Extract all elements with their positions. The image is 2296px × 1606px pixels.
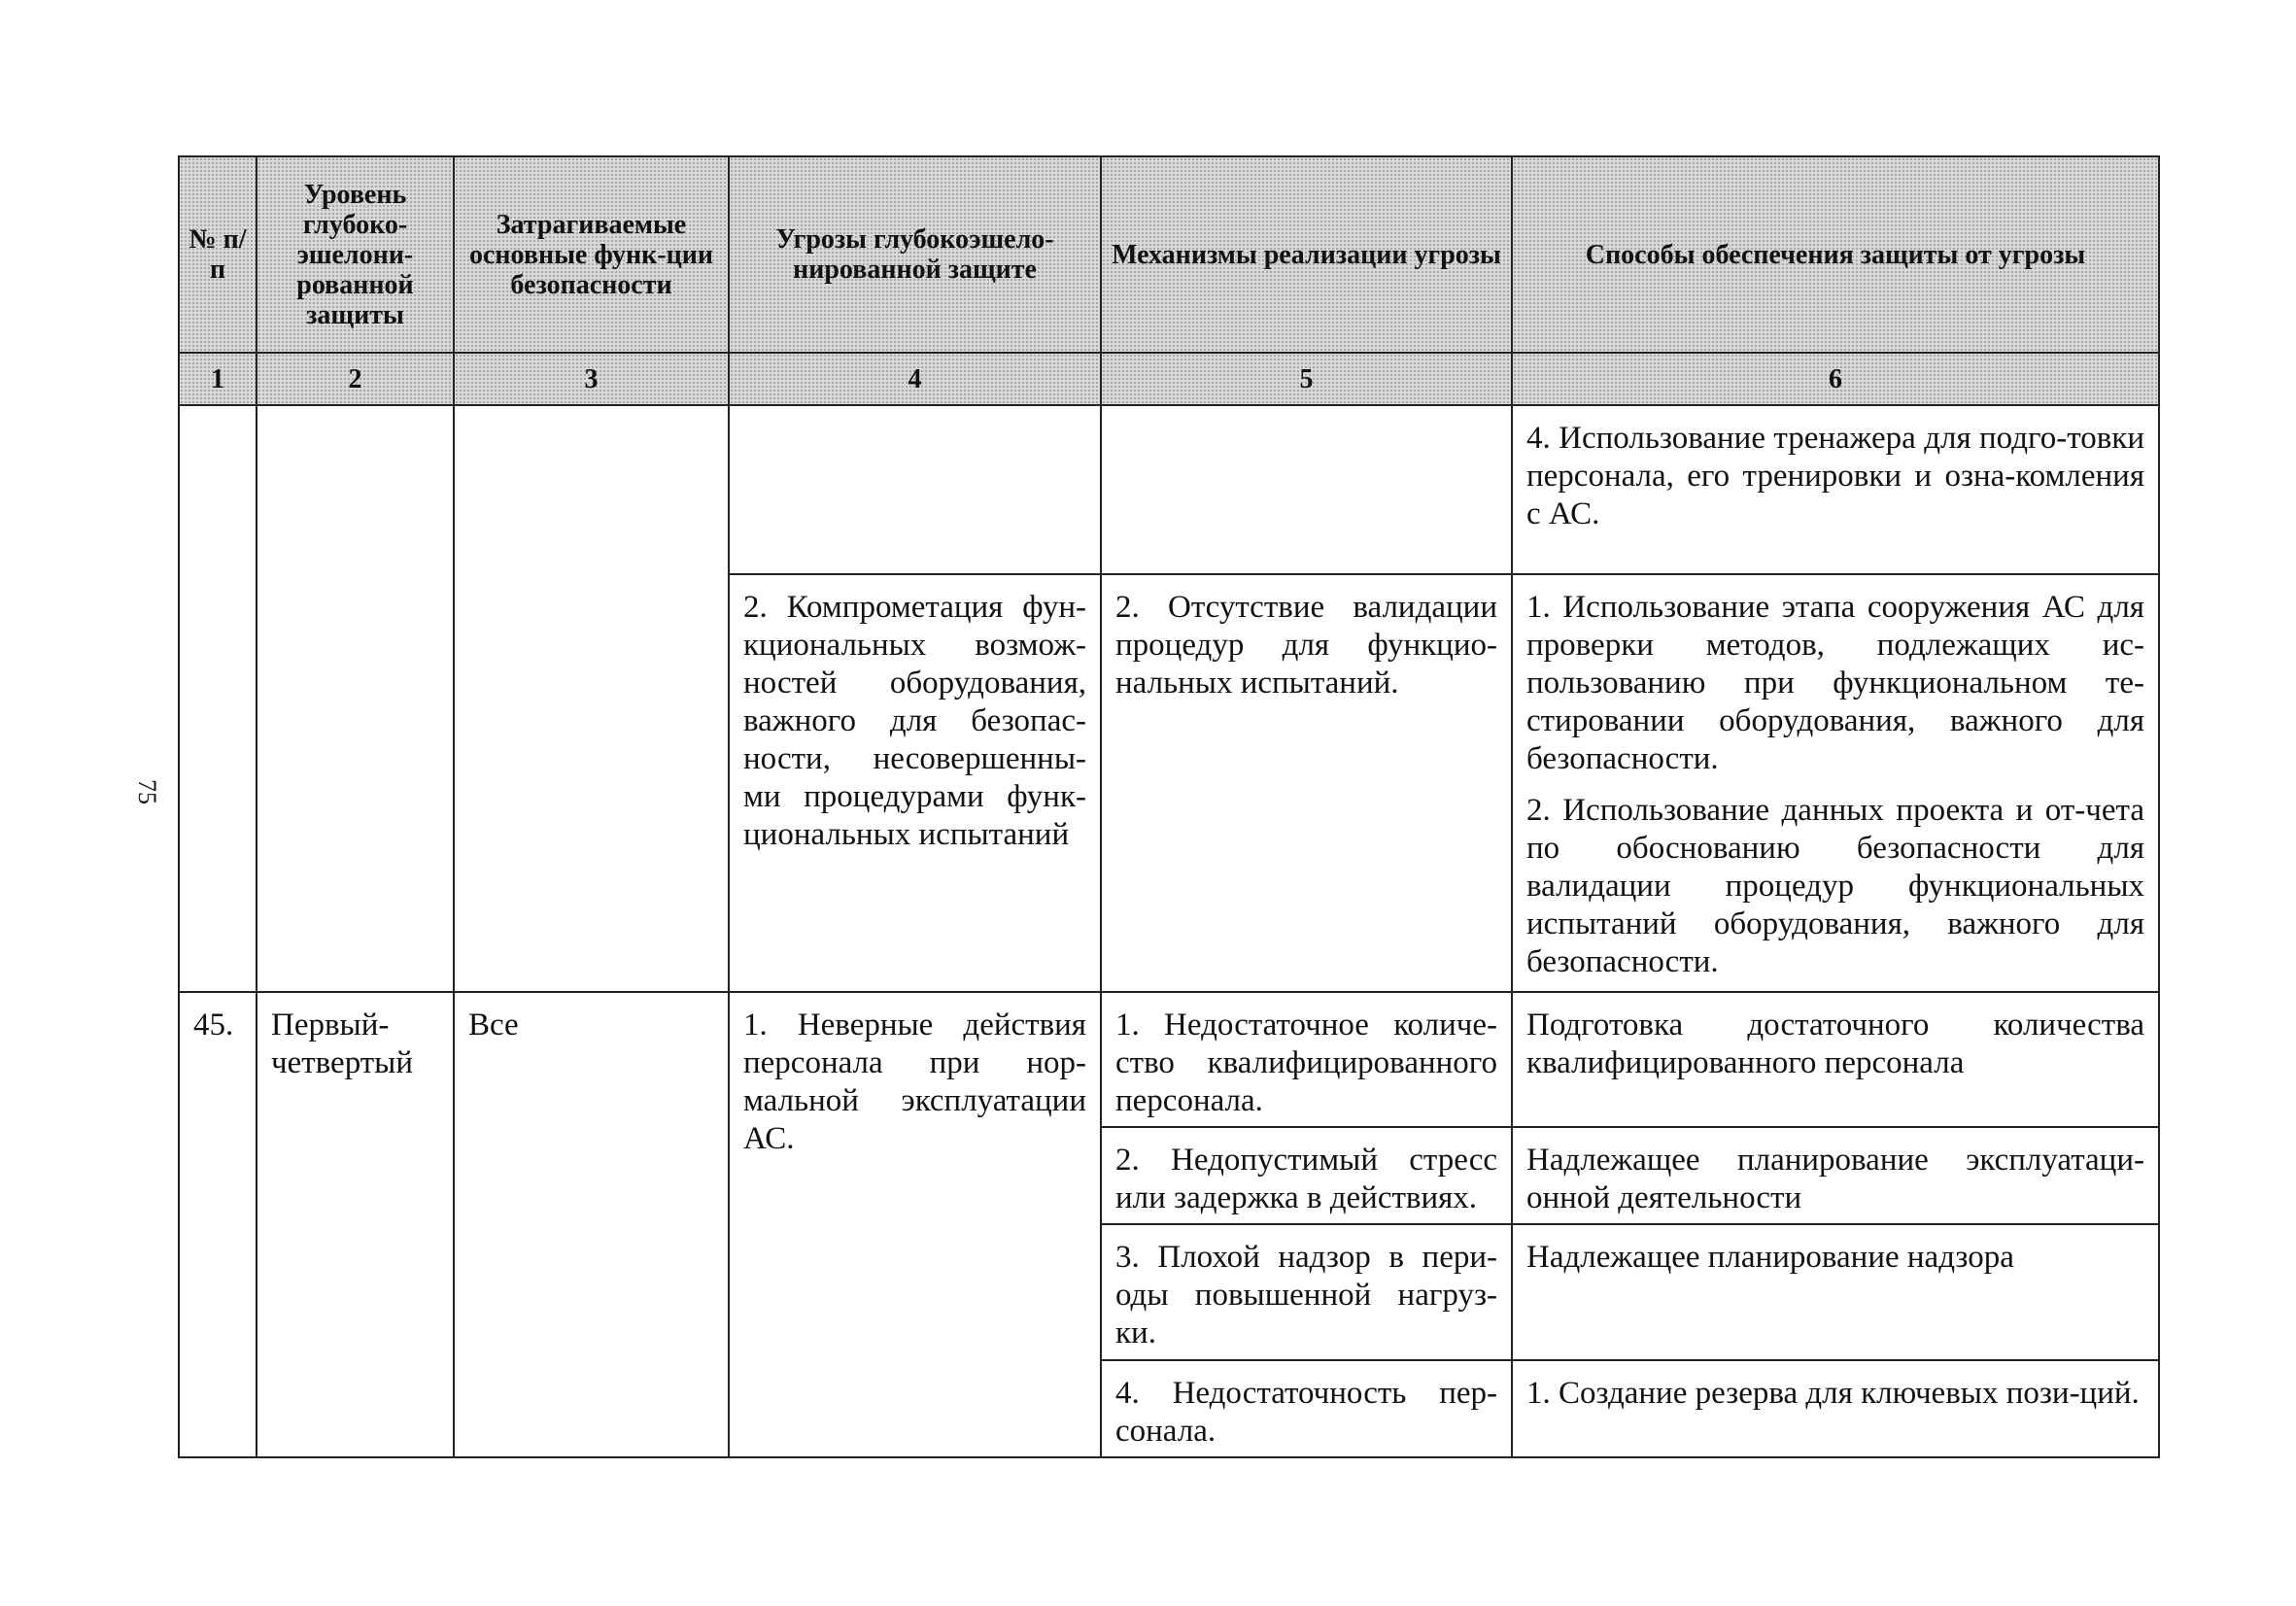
cell-mechanism: 3. Плохой надзор в пери-оды повышенной нагруз-ки. (1101, 1224, 1512, 1360)
cell-threat: 1. Неверные действия персонала при нор-мальной эксплуатации АС. (729, 992, 1101, 1457)
header-threats: Угрозы глубокоэшело-нированной защите (729, 156, 1101, 353)
cell-mechanism-empty (1101, 405, 1512, 574)
cell-protection (1512, 574, 2159, 992)
cell-level-empty (257, 405, 454, 992)
cell-protection: Надлежащее планирование эксплуатаци-онной деятельности (1512, 1127, 2159, 1224)
column-number: 1 (179, 353, 257, 405)
cell-protection: 4. Использование тренажера для подго-товки персонала, его тренировки и озна-комления с АС. (1512, 405, 2159, 574)
cell-mechanism: 1. Недостаточное количе-ство квалифицированного персонала. (1101, 992, 1512, 1127)
header-protection-methods: Способы обеспечения защиты от угрозы (1512, 156, 2159, 353)
cell-item-number: 45. (179, 992, 257, 1457)
cell-safety-functions: Все (454, 992, 729, 1457)
page-number: 75 (133, 779, 161, 804)
column-number: 3 (454, 353, 729, 405)
column-number-row (179, 353, 2159, 405)
cell-threat: 2. Компрометация фун-кциональных возмож-ностей оборудования, важного для безопас-ности, несовершенны-ми процедурами функ-циональных испытаний (729, 574, 1101, 992)
cell-mechanism: 4. Недостаточность пер-сонала. (1101, 1360, 1512, 1457)
header-defense-level: Уровень глубоко-эшелони-рованной защиты (257, 156, 454, 353)
cell-protection: Надлежащее планирование надзора (1512, 1224, 2159, 1360)
cell-functions-empty (454, 405, 729, 992)
column-number: 2 (257, 353, 454, 405)
header-number: № п/п (179, 156, 257, 353)
table-row (179, 405, 2159, 574)
threats-table (178, 155, 2160, 1458)
protection-item: 1. Использование этапа сооружения АС для проверки методов, подлежащих ис-пользованию при функциональном те-стировании оборудования, важного для безопасности. (1526, 590, 2144, 776)
table-row (179, 992, 2159, 1127)
cell-protection: Подготовка достаточного количества квалифицированного персонала (1512, 992, 2159, 1127)
column-number: 4 (729, 353, 1101, 405)
table-header-row (179, 156, 2159, 353)
header-mechanisms: Механизмы реализации угрозы (1101, 156, 1512, 353)
cell-mechanism: 2. Отсутствие валидации процедур для функцио-нальных испытаний. (1101, 574, 1512, 992)
cell-threat-empty (729, 405, 1101, 574)
cell-protection: 1. Создание резерва для ключевых пози-ций. (1512, 1360, 2159, 1457)
cell-mechanism: 2. Недопустимый стресс или задержка в действиях. (1101, 1127, 1512, 1224)
protection-item: 2. Использование данных проекта и от-чета по обоснованию безопасности для валидации процедур функциональных испытаний оборудования, важного для безопасности. (1526, 793, 2144, 979)
header-safety-functions: Затрагиваемые основные функ-ции безопасности (454, 156, 729, 353)
column-number: 5 (1101, 353, 1512, 405)
cell-number-empty (179, 405, 257, 992)
cell-defense-level: Первый-четвертый (257, 992, 454, 1457)
column-number: 6 (1512, 353, 2159, 405)
